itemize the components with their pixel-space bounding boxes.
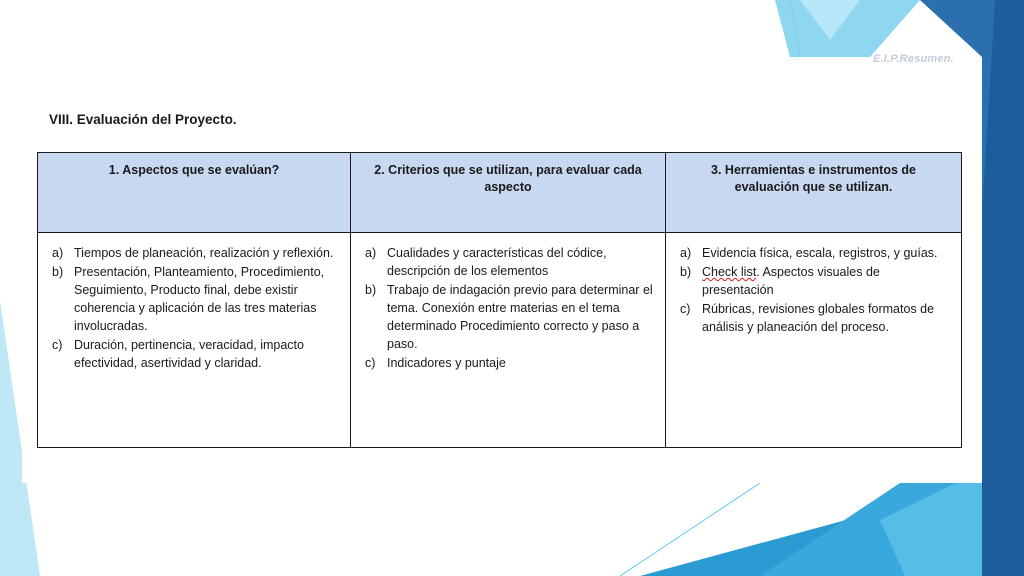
list-marker: c) bbox=[680, 302, 691, 316]
list-marker: c) bbox=[52, 338, 63, 352]
cell-criterios bbox=[351, 233, 666, 448]
list-marker: b) bbox=[52, 265, 64, 279]
aspectos-list bbox=[48, 244, 340, 372]
cell-herramientas bbox=[666, 233, 962, 448]
list-item bbox=[361, 354, 655, 372]
evaluation-table bbox=[37, 152, 962, 448]
column-header-criterios: 2. Criterios que se utilizan, para evaluar cada aspecto bbox=[351, 153, 666, 233]
list-marker: a) bbox=[365, 246, 377, 260]
herramientas-list bbox=[676, 244, 951, 336]
list-marker: a) bbox=[52, 246, 64, 260]
list-marker: b) bbox=[365, 283, 377, 297]
list-item-text: Cualidades y características del códice, descripción de los elementos bbox=[387, 246, 607, 278]
section-title: VIII. Evaluación del Proyecto. bbox=[49, 112, 237, 127]
list-item bbox=[361, 244, 655, 280]
list-item bbox=[676, 300, 951, 336]
list-item-text: Presentación, Planteamiento, Procedimiento, Seguimiento, Producto final, debe existir coherencia y aplicación de las tres materias involucradas. bbox=[74, 265, 325, 333]
header-watermark: E.I.P.Resumen. bbox=[873, 53, 954, 65]
criterios-list bbox=[361, 244, 655, 372]
list-marker: a) bbox=[680, 246, 692, 260]
list-item-text: Rúbricas, revisiones globales formatos de análisis y planeación del proceso. bbox=[702, 302, 935, 334]
list-item bbox=[48, 263, 340, 335]
list-item-text: Duración, pertinencia, veracidad, impacto efectividad, asertividad y claridad. bbox=[74, 338, 304, 370]
list-item bbox=[676, 244, 951, 262]
list-item-text: . Aspectos visuales de presentación bbox=[702, 265, 880, 297]
list-item bbox=[676, 263, 951, 299]
list-item-text: Tiempos de planeación, realización y reflexión. bbox=[74, 246, 334, 260]
list-marker: c) bbox=[365, 356, 376, 370]
list-item-text: Indicadores y puntaje bbox=[387, 356, 506, 370]
list-item-text: Trabajo de indagación previo para determinar el tema. Conexión entre materias en el tema determinado Procedimiento correcto y paso a paso. bbox=[387, 283, 653, 351]
list-item-text: Evidencia física, escala, registros, y guías. bbox=[702, 246, 938, 260]
column-header-aspectos: 1. Aspectos que se evalúan? bbox=[38, 153, 351, 233]
list-item bbox=[48, 244, 340, 262]
list-item bbox=[48, 336, 340, 372]
list-item bbox=[361, 281, 655, 353]
column-header-herramientas: 3. Herramientas e instrumentos de evaluación que se utilizan. bbox=[666, 153, 962, 233]
cell-aspectos bbox=[38, 233, 351, 448]
spellcheck-underlined-text: Check list bbox=[702, 265, 757, 279]
list-marker: b) bbox=[680, 265, 692, 279]
